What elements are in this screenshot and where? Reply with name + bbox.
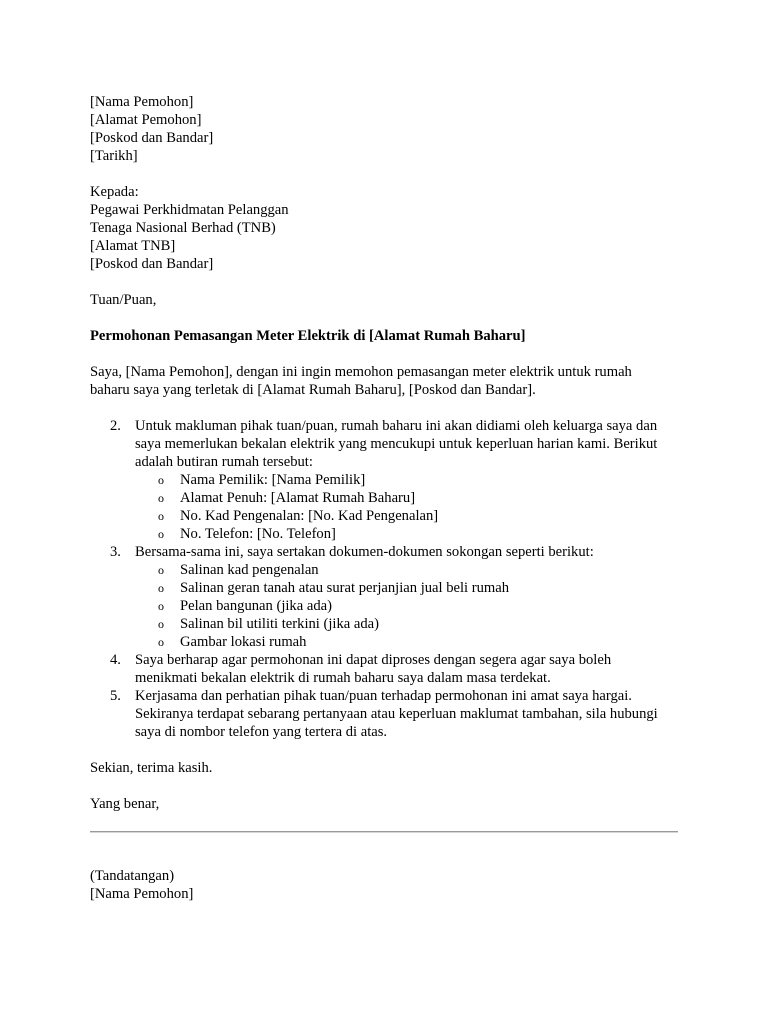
sub-list: [135, 561, 680, 651]
point-number: 5.: [110, 688, 121, 704]
sub-item: [135, 561, 680, 579]
sub-item: [135, 525, 680, 543]
sub-item: [135, 615, 680, 633]
point-number: 4.: [110, 652, 121, 668]
point-line: Sekiranya terdapat sebarang pertanyaan atau keperluan maklumat tambahan, sila hubungi: [135, 706, 658, 722]
sub-item: [135, 507, 680, 525]
bullet-o-icon: o: [158, 509, 164, 523]
intro-line: Saya, [Nama Pemohon], dengan ini ingin memohon pemasangan meter elektrik untuk rumah: [90, 364, 632, 380]
point-line: Untuk makluman pihak tuan/puan, rumah baharu ini akan didiami oleh keluarga saya dan: [135, 418, 658, 434]
recipient-title: Pegawai Perkhidmatan Pelanggan: [90, 202, 289, 218]
point-line: adalah butiran rumah tersebut:: [135, 454, 313, 470]
sender-postcode-city: [Poskod dan Bandar]: [90, 130, 214, 146]
bullet-o-icon: o: [158, 635, 164, 649]
letter-subject: Permohonan Pemasangan Meter Elektrik di [Alamat Rumah Baharu]: [90, 328, 526, 344]
point-line: Bersama-sama ini, saya sertakan dokumen-dokumen sokongan seperti berikut:: [135, 544, 594, 560]
sub-list: [135, 471, 680, 543]
point-item: [90, 417, 680, 543]
sub-item-text: Salinan geran tanah atau surat perjanjian jual beli rumah: [180, 580, 510, 596]
bullet-o-icon: o: [158, 617, 164, 631]
recipient-to-label: Kepada:: [90, 184, 139, 200]
sub-item: [135, 489, 680, 507]
sign-off: Yang benar,: [90, 796, 160, 812]
point-line: Saya berharap agar permohonan ini dapat diproses dengan segera agar saya boleh: [135, 652, 612, 668]
recipient-block: [90, 183, 680, 273]
salutation: Tuan/Puan,: [90, 292, 157, 308]
sender-block: [90, 93, 680, 165]
sub-item-text: No. Telefon: [No. Telefon]: [180, 526, 336, 542]
sub-item: [135, 633, 680, 651]
bullet-o-icon: o: [158, 527, 164, 541]
sender-address: [Alamat Pemohon]: [90, 112, 202, 128]
sender-name: [Nama Pemohon]: [90, 94, 194, 110]
closing-line: Sekian, terima kasih.: [90, 760, 213, 776]
intro-line: baharu saya yang terletak di [Alamat Rumah Baharu], [Poskod dan Bandar].: [90, 382, 536, 398]
sub-item: [135, 597, 680, 615]
bullet-o-icon: o: [158, 581, 164, 595]
point-item: [90, 651, 680, 687]
point-line: saya memerlukan bekalan elektrik yang mencukupi untuk keperluan harian kami. Berikut: [135, 436, 658, 452]
signature-block: [90, 867, 193, 903]
sub-item-text: Pelan bangunan (jika ada): [180, 598, 332, 614]
point-line: Kerjasama dan perhatian pihak tuan/puan terhadap permohonan ini amat saya hargai.: [135, 688, 632, 704]
sub-item: [135, 471, 680, 489]
sub-item-text: No. Kad Pengenalan: [No. Kad Pengenalan]: [180, 508, 439, 524]
sub-item-text: Nama Pemilik: [Nama Pemilik]: [180, 472, 366, 488]
point-number: 2.: [110, 418, 121, 434]
bullet-o-icon: o: [158, 563, 164, 577]
sub-item: [135, 579, 680, 597]
signature-name: [Nama Pemohon]: [90, 886, 194, 902]
point-number: 3.: [110, 544, 121, 560]
sub-item-text: Salinan kad pengenalan: [180, 562, 319, 578]
bullet-o-icon: o: [158, 599, 164, 613]
signature-divider: [90, 831, 678, 833]
point-line: saya di nombor telefon yang tertera di atas.: [135, 724, 388, 740]
intro-paragraph: [90, 363, 680, 399]
point-line: menikmati bekalan elektrik di rumah baharu saya dalam masa terdekat.: [135, 670, 551, 686]
sub-item-text: Salinan bil utiliti terkini (jika ada): [180, 616, 379, 632]
point-item: [90, 687, 680, 741]
recipient-postcode-city: [Poskod dan Bandar]: [90, 256, 214, 272]
sub-item-text: Gambar lokasi rumah: [180, 634, 307, 650]
bullet-o-icon: o: [158, 491, 164, 505]
point-item: [90, 543, 680, 651]
signature-label: (Tandatangan): [90, 868, 175, 884]
sub-item-text: Alamat Penuh: [Alamat Rumah Baharu]: [180, 490, 416, 506]
recipient-company: Tenaga Nasional Berhad (TNB): [90, 220, 276, 236]
bullet-o-icon: o: [158, 473, 164, 487]
letter-date: [Tarikh]: [90, 148, 138, 164]
recipient-address: [Alamat TNB]: [90, 238, 176, 254]
letter-body: [90, 93, 680, 813]
numbered-points: [90, 417, 680, 741]
